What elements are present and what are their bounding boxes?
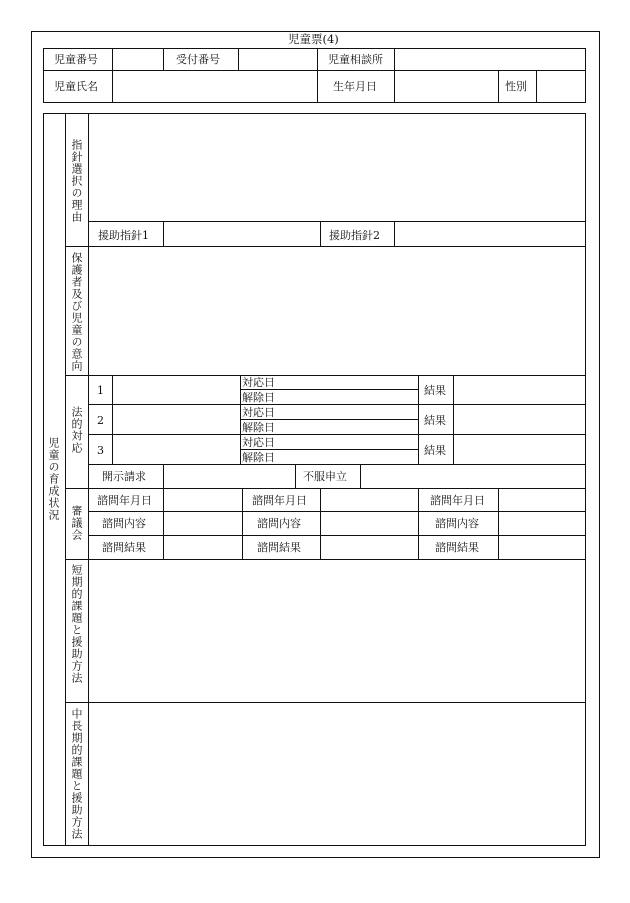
legal-row-2-release-date-field[interactable]: [282, 420, 417, 433]
council-1-content-label: 諮問内容: [102, 517, 146, 530]
legal-row-3-number: 3: [97, 444, 104, 457]
legal-row-1-number: 1: [97, 384, 104, 397]
legal-row-3-result-field[interactable]: [454, 435, 584, 463]
legal-row-2-content-field[interactable]: [113, 405, 239, 433]
support-policy-1-label: 援助指針1: [98, 229, 149, 242]
legal-row-3-response-date-field[interactable]: [282, 435, 417, 448]
birth-date-field[interactable]: [395, 71, 497, 102]
council-2-result-field[interactable]: [321, 536, 417, 558]
support-policy-2-field[interactable]: [395, 222, 584, 245]
legal-row-2-response-date-field[interactable]: [282, 405, 417, 418]
council-3-date-label: 諮問年月日: [430, 494, 485, 507]
child-number-label: 児童番号: [54, 53, 98, 66]
consult-office-label: 児童相談所: [328, 53, 383, 66]
short-term-label: 短期的課題と援助方法: [70, 564, 83, 684]
intention-label: 保護者及び児童の意向: [70, 252, 83, 372]
council-3-content-label: 諮問内容: [435, 517, 479, 530]
legal-row-2-response-date-label: 対応日: [242, 406, 275, 419]
council-3-result-field[interactable]: [499, 536, 584, 558]
disclosure-request-label: 開示請求: [102, 470, 146, 483]
council-2-content-label: 諮問内容: [257, 517, 301, 530]
sex-label: 性別: [505, 80, 527, 93]
council-2-result-label: 諮問結果: [257, 541, 301, 554]
council-label: 審議会: [70, 505, 83, 541]
receipt-number-field[interactable]: [239, 49, 316, 69]
child-name-field[interactable]: [113, 71, 316, 102]
guidance-reason-label: 指針選択の理由: [70, 139, 83, 223]
legal-row-2-number: 2: [97, 414, 104, 427]
legal-row-1-content-field[interactable]: [113, 376, 239, 403]
consult-office-field[interactable]: [395, 49, 584, 69]
legal-row-2-release-date-label: 解除日: [242, 421, 275, 434]
legal-row-1-result-field[interactable]: [454, 376, 584, 403]
legal-row-3-response-date-label: 対応日: [242, 436, 275, 449]
legal-row-1-release-date-label: 解除日: [242, 391, 275, 404]
form-title: 児童票(4): [288, 32, 339, 46]
legal-row-3-content-field[interactable]: [113, 435, 239, 463]
council-3-content-field[interactable]: [499, 512, 584, 534]
council-2-date-field[interactable]: [321, 489, 417, 510]
council-2-date-label: 諮問年月日: [252, 494, 307, 507]
council-1-result-label: 諮問結果: [102, 541, 146, 554]
guidance-reason-field[interactable]: [89, 114, 584, 220]
council-3-date-field[interactable]: [499, 489, 584, 510]
development-status-label: 児童の育成状況: [47, 437, 60, 521]
legal-row-2-result-field[interactable]: [454, 405, 584, 433]
legal-row-1-release-date-field[interactable]: [282, 390, 417, 403]
short-term-field[interactable]: [89, 560, 584, 701]
long-term-field[interactable]: [89, 703, 584, 844]
support-policy-2-label: 援助指針2: [329, 229, 380, 242]
legal-row-3-result-label: 結果: [424, 444, 446, 457]
legal-response-label: 法的対応: [70, 406, 83, 454]
council-1-date-label: 諮問年月日: [97, 494, 152, 507]
legal-row-1-response-date-label: 対応日: [242, 376, 275, 389]
legal-row-2-result-label: 結果: [424, 414, 446, 427]
council-1-result-field[interactable]: [164, 536, 241, 558]
legal-row-1-response-date-field[interactable]: [282, 376, 417, 388]
legal-row-1-result-label: 結果: [424, 384, 446, 397]
long-term-label: 中長期的課題と援助方法: [70, 708, 83, 840]
council-2-content-field[interactable]: [321, 512, 417, 534]
council-1-date-field[interactable]: [164, 489, 241, 510]
child-number-field[interactable]: [113, 49, 162, 69]
child-name-label: 児童氏名: [54, 80, 98, 93]
support-policy-1-field[interactable]: [164, 222, 319, 245]
legal-row-3-release-date-label: 解除日: [242, 451, 275, 464]
intention-field[interactable]: [89, 247, 584, 374]
disclosure-request-field[interactable]: [164, 465, 294, 487]
sex-field[interactable]: [537, 71, 584, 102]
legal-row-3-release-date-field[interactable]: [282, 450, 417, 463]
council-3-result-label: 諮問結果: [435, 541, 479, 554]
receipt-number-label: 受付番号: [176, 53, 220, 66]
objection-label: 不服申立: [303, 470, 347, 483]
council-1-content-field[interactable]: [164, 512, 241, 534]
birth-date-label: 生年月日: [333, 80, 377, 93]
objection-field[interactable]: [361, 465, 584, 487]
